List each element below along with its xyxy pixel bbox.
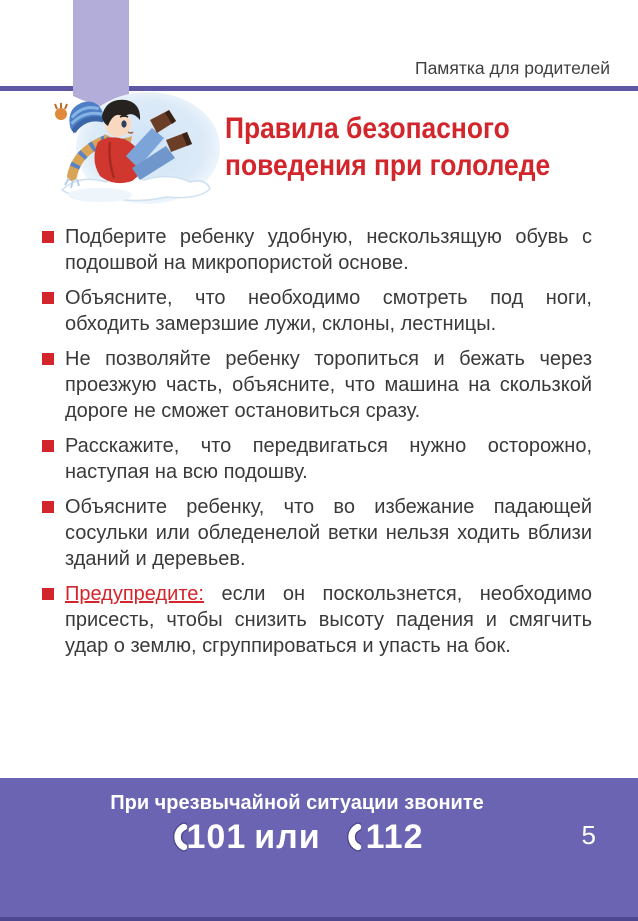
list-item-text (65, 346, 592, 424)
list-item (42, 285, 592, 337)
red-square-bullet-icon (42, 353, 54, 365)
list-item (42, 581, 592, 659)
list-item (42, 346, 592, 424)
item-body: Не позволяйте ребенку торопиться и бежать через проезжую часть, объясните, что машина на скользкой дороге не сможет остановиться сразу. (65, 348, 592, 422)
emergency-footer (0, 778, 638, 921)
phone-icon (345, 822, 361, 852)
emergency-numbers (0, 818, 594, 857)
list-item-text (65, 224, 592, 276)
red-square-bullet-icon (42, 231, 54, 243)
emergency-number-101: 101 (186, 818, 247, 856)
list-item-text (65, 494, 592, 572)
item-body: Объясните ребенку, что во избежание падающей сосульки или обледенелой ветки нельзя ходить вблизи зданий и деревьев. (65, 496, 592, 570)
list-item-text (65, 581, 592, 659)
list-item (42, 433, 592, 485)
phone-icon (171, 822, 187, 852)
red-square-bullet-icon (42, 588, 54, 600)
list-item-text (65, 285, 592, 337)
item-body: Подберите ребенку удобную, нескользящую обувь с подошвой на микропористой основе. (65, 226, 592, 274)
child-slipping-illustration (48, 90, 220, 208)
page-title (225, 110, 550, 184)
page-number: 5 (581, 820, 596, 850)
list-item (42, 494, 592, 572)
page-title-line1: Правила безопасного (225, 112, 510, 145)
page-title-line2: поведения при гололеде (225, 149, 551, 182)
red-square-bullet-icon (42, 501, 54, 513)
red-square-bullet-icon (42, 292, 54, 304)
emergency-call-text: При чрезвычайной ситуации звоните (110, 792, 484, 814)
header-note: Памятка для родителей (415, 58, 610, 78)
item-lead-warning: Предупредите: (65, 583, 204, 605)
list-item (42, 224, 592, 276)
item-body: Объясните, что необходимо смотреть под ноги, обходить замерзшие лужи, склоны, лестницы. (65, 287, 592, 335)
item-body: Расскажите, что передвигаться нужно осторожно, наступая на всю подошву. (65, 435, 592, 483)
emergency-number-112: 112 (365, 818, 424, 856)
item-body: если он поскользнется, необходимо присесть, чтобы снизить высоту падения и смягчить удар о землю, сгруппироваться и упасть на бок. (65, 583, 592, 657)
list-item-text (65, 433, 592, 485)
safety-rules-list (42, 224, 592, 668)
footer-content (0, 778, 638, 857)
conjunction: или (254, 818, 321, 856)
red-square-bullet-icon (42, 440, 54, 452)
